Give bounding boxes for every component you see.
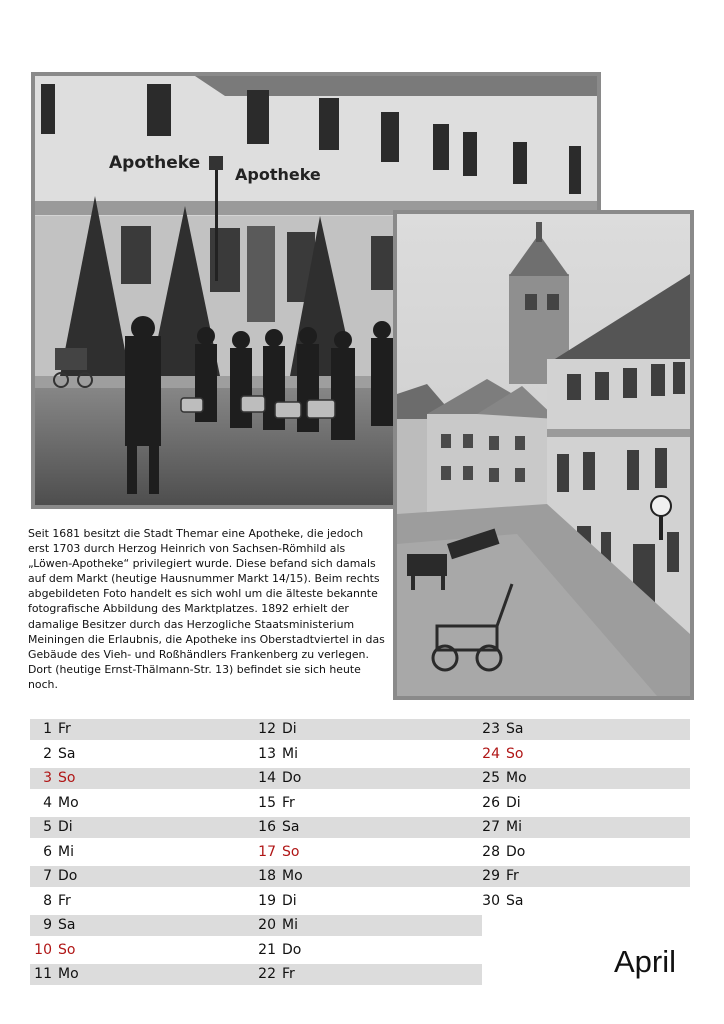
weekday-abbrev: Sa bbox=[58, 745, 76, 762]
calendar-day-row bbox=[30, 768, 258, 789]
weekday-abbrev: Di bbox=[282, 721, 297, 738]
calendar-day-row bbox=[254, 964, 482, 985]
day-number: 10 bbox=[34, 941, 52, 958]
weekday-abbrev: Mi bbox=[282, 745, 298, 762]
calendar-column-1 bbox=[30, 719, 258, 989]
calendar-day-row bbox=[30, 915, 258, 936]
weekday-abbrev: Mo bbox=[506, 770, 527, 787]
calendar-day-row bbox=[30, 793, 258, 814]
weekday-abbrev: Mi bbox=[58, 843, 74, 860]
day-number: 28 bbox=[482, 843, 500, 860]
day-number: 22 bbox=[258, 966, 276, 983]
month-title: April bbox=[614, 944, 677, 979]
apotheke-sign-right: Apotheke bbox=[235, 165, 321, 184]
weekday-abbrev: Fr bbox=[58, 721, 71, 738]
weekday-abbrev: Fr bbox=[58, 892, 71, 909]
weekday-abbrev: Do bbox=[282, 770, 302, 787]
weekday-abbrev: Fr bbox=[506, 868, 519, 885]
weekday-abbrev: Do bbox=[58, 868, 78, 885]
day-number: 27 bbox=[482, 819, 500, 836]
day-number: 23 bbox=[482, 721, 500, 738]
day-number: 6 bbox=[43, 843, 52, 860]
calendar-day-row bbox=[254, 719, 482, 740]
day-number: 24 bbox=[482, 745, 500, 762]
weekday-abbrev: Di bbox=[282, 892, 297, 909]
day-number: 1 bbox=[43, 721, 52, 738]
calendar-day-row bbox=[478, 744, 690, 765]
caption-text: Seit 1681 besitzt die Stadt Themar eine Apotheke, die jedoch erst 1703 durch Herzog Heinrich von Sachsen-Römhild als „Löwen-Apotheke“ privilegiert wurde. Diese befand sich damals auf dem Markt (heutige Hausnummer Markt 14/15). Beim rechts abgebildeten Foto handelt es sich wohl um die älteste bekannte fotografische Abbildung des Marktplatzes. 1892 erhielt der damalige Besitzer durch das Herzogliche Staatsministerium Meiningen die Erlaubnis, die Apotheke ins Oberstadtviertel in das Gebäude des Vieh- und Roßhändlers Frankenberg zu verlegen. Dort (heutige Ernst-Thälmann-Str. 13) befindet sie sich heute noch. bbox=[28, 527, 385, 691]
weekday-abbrev: Do bbox=[282, 941, 302, 958]
calendar-day-row bbox=[30, 719, 258, 740]
weekday-abbrev: Sa bbox=[58, 917, 76, 934]
calendar-day-row bbox=[478, 719, 690, 740]
day-number: 7 bbox=[43, 868, 52, 885]
day-number: 17 bbox=[258, 843, 276, 860]
weekday-abbrev: Sa bbox=[506, 721, 524, 738]
day-number: 19 bbox=[258, 892, 276, 909]
weekday-abbrev: Mi bbox=[506, 819, 522, 836]
day-number: 9 bbox=[43, 917, 52, 934]
calendar-day-row bbox=[254, 891, 482, 912]
calendar-day-row bbox=[30, 842, 258, 863]
calendar-day-row bbox=[30, 866, 258, 887]
day-number: 30 bbox=[482, 892, 500, 909]
weekday-abbrev: Mi bbox=[282, 917, 298, 934]
day-number: 14 bbox=[258, 770, 276, 787]
weekday-abbrev: Di bbox=[506, 794, 521, 811]
day-number: 15 bbox=[258, 794, 276, 811]
day-number: 18 bbox=[258, 868, 276, 885]
day-number: 20 bbox=[258, 917, 276, 934]
day-number: 2 bbox=[43, 745, 52, 762]
weekday-abbrev: So bbox=[58, 941, 76, 958]
weekday-abbrev: So bbox=[58, 770, 76, 787]
calendar-day-row bbox=[254, 768, 482, 789]
calendar-day-row bbox=[254, 866, 482, 887]
calendar-day-row bbox=[30, 891, 258, 912]
calendar-day-row bbox=[254, 940, 482, 961]
weekday-abbrev: Fr bbox=[282, 794, 295, 811]
weekday-abbrev: Mo bbox=[58, 966, 79, 983]
day-number: 3 bbox=[43, 770, 52, 787]
calendar-day-row bbox=[478, 793, 690, 814]
weekday-abbrev: Do bbox=[506, 843, 526, 860]
calendar-day-row bbox=[254, 793, 482, 814]
weekday-abbrev: Mo bbox=[58, 794, 79, 811]
day-number: 16 bbox=[258, 819, 276, 836]
calendar-day-row bbox=[478, 768, 690, 789]
marketplace-photo-illustration bbox=[397, 214, 690, 696]
day-number: 29 bbox=[482, 868, 500, 885]
weekday-abbrev: Sa bbox=[506, 892, 524, 909]
calendar-day-row bbox=[254, 744, 482, 765]
calendar-column-3 bbox=[478, 719, 690, 915]
weekday-abbrev: So bbox=[282, 843, 300, 860]
weekday-abbrev: So bbox=[506, 745, 524, 762]
calendar-column-2 bbox=[254, 719, 482, 989]
day-number: 12 bbox=[258, 721, 276, 738]
calendar-day-row bbox=[254, 842, 482, 863]
day-number: 11 bbox=[34, 966, 52, 983]
calendar-day-row bbox=[478, 866, 690, 887]
calendar-day-row bbox=[30, 817, 258, 838]
calendar-day-row bbox=[254, 915, 482, 936]
day-number: 4 bbox=[43, 794, 52, 811]
day-number: 25 bbox=[482, 770, 500, 787]
weekday-abbrev: Di bbox=[58, 819, 73, 836]
day-number: 8 bbox=[43, 892, 52, 909]
day-number: 13 bbox=[258, 745, 276, 762]
apotheke-sign-left: Apotheke bbox=[109, 153, 201, 173]
calendar-day-row bbox=[30, 964, 258, 985]
calendar-day-row bbox=[254, 817, 482, 838]
weekday-abbrev: Fr bbox=[282, 966, 295, 983]
old-marketplace-photo bbox=[393, 210, 694, 700]
calendar-day-row bbox=[478, 891, 690, 912]
weekday-abbrev: Sa bbox=[282, 819, 300, 836]
calendar-day-row bbox=[478, 842, 690, 863]
day-number: 26 bbox=[482, 794, 500, 811]
weekday-abbrev: Mo bbox=[282, 868, 303, 885]
day-number: 5 bbox=[43, 819, 52, 836]
calendar-day-row bbox=[478, 817, 690, 838]
calendar-day-row bbox=[30, 744, 258, 765]
calendar-day-row bbox=[30, 940, 258, 961]
day-number: 21 bbox=[258, 941, 276, 958]
